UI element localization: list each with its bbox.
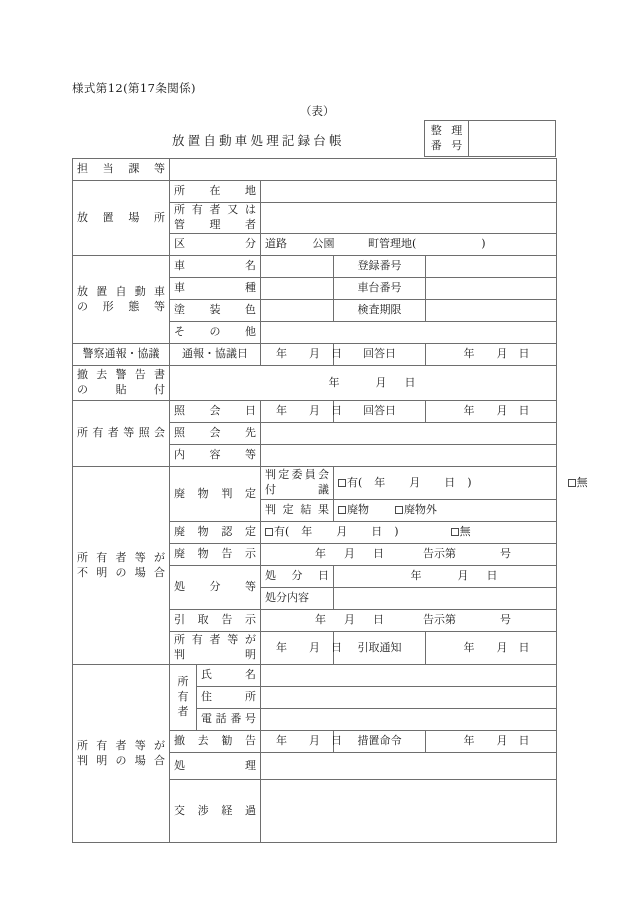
side-mark: （表） [300,104,335,118]
label-kokuji-dai: 告示第 [423,613,456,627]
table-row-hantei-iinkai [73,467,557,500]
field-shoyuusha-kanrisha[interactable] [261,203,557,234]
field-sochi-meirei-date[interactable] [426,731,557,753]
table-row-shimei [73,665,557,687]
label-fumei-case-line2: 不明の場合 [77,565,165,579]
field-kensa-kigen[interactable] [426,300,557,322]
kubun-option-town[interactable]: 町管理地( [368,237,417,251]
label-yes-close: ) [394,525,399,539]
field-shori[interactable] [261,753,557,780]
field-sonota[interactable] [261,322,557,344]
date-nen: 年 [315,613,326,627]
label-shobun-bi: 処分日 [261,566,334,588]
date-hi: 日 [331,404,342,418]
date-nen: 年 [315,547,326,561]
date-hi: 日 [444,475,456,489]
date-nen: 年 [374,475,386,489]
date-tsuki: 月 [309,734,320,748]
date-nen: 年 [328,375,340,389]
label-haibutsu: 廃物 [347,503,369,517]
label-shashu: 車種 [170,278,261,300]
field-hantei-kekka-options [334,500,557,522]
date-hi: 日 [518,640,530,654]
date-hi: 日 [518,347,530,361]
date-hi: 日 [331,734,342,748]
field-kaitou-date[interactable] [426,401,557,423]
label-tantou-ka: 担当課等 [73,159,170,181]
date-hi: 日 [331,640,342,654]
label-shamei: 車名 [170,256,261,278]
field-hikitori-tsuuchi-date[interactable] [426,632,557,665]
field-haibutsu-kokuji[interactable] [261,544,557,566]
field-shozaichi[interactable] [261,181,557,203]
page-title: 放置自動車処理記録台帳 [172,133,345,148]
date-nen: 年 [276,734,287,748]
date-tsuki: 月 [496,734,508,748]
label-yes: 有( [347,475,363,489]
label-kubun: 区分 [170,234,261,256]
label-yes-close: ) [467,475,472,489]
date-hi: 日 [518,404,530,418]
record-table [72,158,588,843]
field-hikitori-kokuji[interactable] [261,610,557,632]
label-hantei-kekka: 判定結果 [261,500,334,522]
label-koushou-keika: 交渉経過 [170,780,261,843]
date-hi: 日 [404,375,416,389]
date-nen: 年 [276,347,287,361]
label-houchi-basho: 放置場所 [73,181,170,256]
field-tantou-ka[interactable] [170,159,557,181]
date-hi: 日 [518,734,530,748]
label-kensa-kigen: 検査期限 [334,300,426,322]
date-nen: 年 [463,640,475,654]
table-row-shoukai-bi [73,401,557,423]
label-haibutsu-nintei: 廃物認定 [170,522,261,544]
label-toroku-bangou: 登録番号 [334,256,426,278]
reference-number-field[interactable] [469,121,555,156]
date-hi: 日 [486,569,498,583]
field-juusho[interactable] [261,687,557,709]
kubun-option-town-close: ) [481,237,486,251]
label-tekkyo-keikoku [73,366,170,401]
field-haibutsu-nintei-options [261,522,557,544]
label-no: 無 [576,475,588,489]
checkbox-haibutsu-nintei-yes[interactable] [265,528,273,536]
date-tsuki: 月 [409,475,421,489]
date-tsuki: 月 [375,375,387,389]
field-koushou-keika[interactable] [261,780,557,843]
label-shobun-tou: 処分等 [170,566,261,610]
date-hi: 日 [373,613,384,627]
field-shimei[interactable] [261,665,557,687]
date-nen: 年 [301,525,313,539]
date-hi: 日 [371,525,383,539]
field-tekkyo-keikoku-date[interactable] [170,366,557,401]
label-fumei-case-line1: 所有者等が [77,550,165,564]
label-shoyuusha-kanrisha [170,203,261,234]
label-sochi-meirei: 措置命令 [334,731,426,753]
label-fumei-case [73,467,170,665]
label-sonota: その他 [170,322,261,344]
label-shoyuusha-char2: 有 [177,690,189,704]
field-shamei[interactable] [261,256,334,278]
label-haibutsu-hantei: 廃物判定 [170,467,261,522]
table-row-keisatsu [73,344,557,366]
label-hantei-iinkai-line1: 判定委員会 [265,468,329,482]
label-no: 無 [459,525,471,539]
reference-number-box [424,120,556,157]
label-shoyuusha-char1: 所 [177,675,189,689]
label-shimei: 氏名 [197,665,261,687]
field-shashu[interactable] [261,278,334,300]
checkbox-haibutsu[interactable] [338,506,346,514]
label-shoukai-bi: 照会日 [170,401,261,423]
label-tsuuhou-kyougi-bi: 通報・協議日 [170,344,261,366]
label-gou: 号 [500,613,511,627]
label-hikitori-tsuuchi: 引取通知 [334,632,426,665]
date-tsuki: 月 [457,569,469,583]
label-shori: 処理 [170,753,261,780]
table-row-tantou [73,159,557,181]
date-tsuki: 月 [496,640,508,654]
table-row-shozaichi [73,181,557,203]
date-tsuki: 月 [344,547,355,561]
label-shoyuusha-shoukai: 所有者等照会 [73,401,170,467]
date-hi: 日 [373,547,384,561]
date-tsuki: 月 [309,640,320,654]
label-kaitou-bi: 回答日 [334,401,426,423]
label-juusho: 住所 [197,687,261,709]
label-kokuji-dai: 告示第 [423,547,456,561]
date-tsuki: 月 [309,347,320,361]
label-shozaichi: 所在地 [170,181,261,203]
table-row-tekkyo-keikoku [73,366,557,401]
label-kaitou-bi: 回答日 [334,344,426,366]
field-shadai-bangou[interactable] [426,278,557,300]
field-shoukai-date[interactable] [261,401,342,423]
kubun-option-park[interactable]: 公園 [312,237,335,251]
date-tsuki: 月 [336,525,348,539]
label-shoukai-saki: 照会先 [170,423,261,445]
label-hantei-iinkai: 判定委員会 付 議 [261,467,334,500]
date-nen: 年 [410,569,422,583]
field-denwa-bangou[interactable] [261,709,557,731]
label-shoyuusha-kanrisha-line1: 所有者又は [174,203,256,217]
label-hanmei-case-line1: 所有者等が [77,738,165,752]
label-shoyuusha-hanmei-line1: 所有者等が [174,633,256,647]
checkbox-haibutsu-gai[interactable] [395,506,403,514]
field-naiyou-tou[interactable] [261,445,557,467]
date-tsuki: 月 [309,404,320,418]
date-nen: 年 [276,404,287,418]
field-shobun-date[interactable] [334,566,557,588]
label-haibutsu-kokuji: 廃物告示 [170,544,261,566]
label-naiyou-tou: 内容等 [170,445,261,467]
field-tsuuhou-kyougi-date[interactable] [261,344,342,366]
table-row-shamei [73,256,557,278]
label-shoyuusha-char3: 者 [177,704,189,718]
date-hi: 日 [331,347,342,361]
reference-number-label-line1: 整 理 [430,123,466,137]
label-keisatsu-tsuuhou: 警察通報・協議 [73,344,170,366]
label-gou: 号 [500,547,511,561]
field-tosou-shoku[interactable] [261,300,334,322]
label-yes: 有( [274,525,290,539]
field-toroku-bangou[interactable] [426,256,557,278]
label-shoyuusha-vertical [170,665,197,731]
field-shoukai-saki[interactable] [261,423,557,445]
label-tekkyo-keikoku-line2: の貼付 [77,383,165,396]
label-denwa-bangou: 電話番号 [197,709,261,731]
field-kubun-options [261,234,557,256]
date-nen: 年 [463,734,475,748]
label-shobun-naiyou: 処分内容 [261,588,334,610]
field-hantei-iinkai-options [334,467,588,500]
label-houchi-jidousha [73,256,170,344]
date-nen: 年 [463,404,475,418]
kubun-option-road[interactable]: 道路 [265,237,287,251]
label-houchi-jidousha-line2: の形態等 [77,299,165,313]
label-shoyuusha-hanmei: 所有者等が 判 明 [170,632,261,665]
reference-number-label [425,121,469,156]
label-shadai-bangou: 車台番号 [334,278,426,300]
date-nen: 年 [276,640,287,654]
field-shobun-naiyou[interactable] [334,588,557,610]
checkbox-hantei-iinkai-no[interactable] [568,479,576,487]
label-tekkyo-kankoku: 撤去勧告 [170,731,261,753]
label-shoyuusha-kanrisha-line2: 管理者 [174,218,256,231]
label-hanmei-case-line2: 判明の場合 [77,753,165,767]
checkbox-hantei-iinkai-yes[interactable] [338,479,346,487]
date-tsuki: 月 [496,404,508,418]
form-number: 様式第12(第17条関係) [72,81,196,95]
date-nen: 年 [463,347,475,361]
label-tosou-shoku: 塗装色 [170,300,261,322]
checkbox-haibutsu-nintei-no[interactable] [451,528,459,536]
reference-number-label-line2: 番 号 [430,138,466,152]
label-haibutsu-gai: 廃物外 [404,503,437,517]
field-kaitou-date[interactable] [426,344,557,366]
date-tsuki: 月 [496,347,508,361]
label-hanmei-case [73,665,170,843]
field-hanmei-date[interactable] [261,632,342,665]
field-tekkyo-kankoku-date[interactable] [261,731,342,753]
label-hikitori-kokuji: 引取告示 [170,610,261,632]
label-houchi-jidousha-line1: 放置自動車 [77,284,165,298]
date-tsuki: 月 [344,613,355,627]
label-tekkyo-keikoku-line1: 撤去警告書 [77,368,165,382]
